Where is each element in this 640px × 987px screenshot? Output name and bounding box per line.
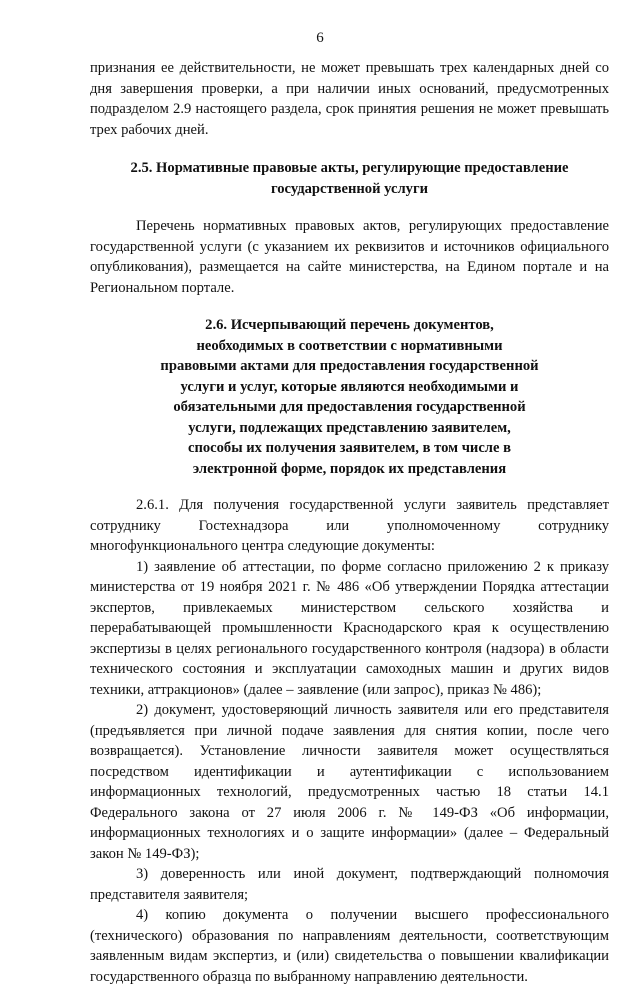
paragraph-2-6-1: 2.6.1. Для получения государственной услуги заявитель представляет сотруднику Гостехнадзора или уполномоченному сотруднику многофункционального центра следующие документы:: [90, 497, 609, 554]
section-2-5-paragraph: Перечень нормативных правовых актов, регулирующих предоставление государственной услуги (с указанием их реквизитов и источников официального опубликования), размещается на сайте министерства, на Едином портале и на Региональном портале.: [90, 218, 609, 296]
list-item-3: 3) доверенность или иной документ, подтверждающий полномочия представителя заявителя;: [90, 866, 609, 903]
section-2-6-heading: 2.6. Исчерпывающий перечень документов, необходимых в соответствии с нормативными правовыми актами для предоставления государственной услуги и услуг, которые являются необходимыми и обязательными для предоставления государственной услуги, подлежащих представлению заявителем, способы их получения заявителем, в том числе в электронной форме, порядок их представления: [160, 317, 539, 477]
page-number: 6: [316, 30, 324, 46]
page-content: [90, 58, 609, 987]
list-item-4: 4) копию документа о получении высшего профессионального (технического) образования по направлениям деятельности, соответствующим заявленным видам экспертиз, и (или) свидетельства о повышении квалификации государственного образца по выбранному направлению деятельности.: [90, 907, 609, 985]
intro-paragraph: признания ее действительности, не может превышать трех календарных дней со дня завершения проверки, а при наличии иных оснований, предусмотренных подразделом 2.9 настоящего раздела, срок принятия решения не может превышать трех рабочих дней.: [90, 60, 609, 138]
list-item-1: 1) заявление об аттестации, по форме согласно приложению 2 к приказу министерства от 19 ноября 2021 г. № 486 «Об утверждении Порядка аттестации экспертов, привлекаемых министерством сельского хозяйства и перерабатывающей промышленности Краснодарского края к осуществлению экспертизы в целях регионального государственного контроля (надзора) в области технического состояния и эксплуатации самоходных машин и других видов техники, аттракционов» (далее – заявление (или запрос), приказ № 486);: [90, 558, 609, 698]
section-2-5-heading: 2.5. Нормативные правовые акты, регулирующие предоставление государственной услуги: [130, 160, 569, 197]
list-item-2: 2) документ, удостоверяющий личность заявителя или его представителя (предъявляется при личной подаче заявления для снятия копии, после чего возвращается). Установление личности заявителя может осуществляться посредством идентификации и аутентификации с использованием информационных технологий, предусмотренных частью 18 статьи 14.1 Федерального закона от 27 июля 2006 г. № 149-ФЗ «Об информации, информационных технологиях и о защите информации» (далее – Федеральный закон № 149-ФЗ);: [90, 702, 609, 862]
